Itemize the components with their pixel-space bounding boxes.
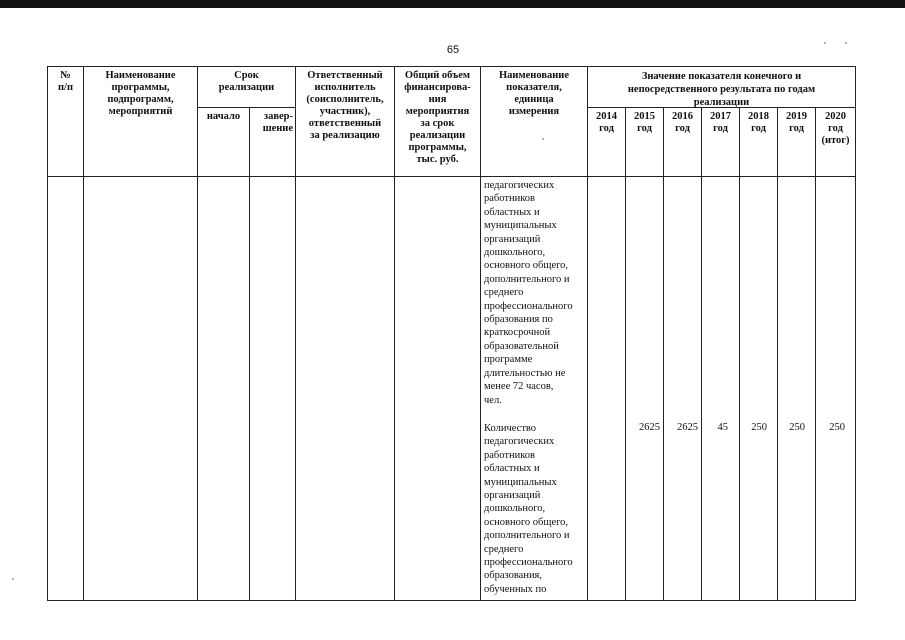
col-border-right: [855, 66, 856, 601]
col-border-2018: [777, 107, 778, 601]
row-2-value-2020: 250: [829, 422, 845, 433]
table-bottom-border: [47, 600, 855, 601]
row-2-value-2019: 250: [789, 422, 805, 433]
header-col-funding: Общий объем финансирова- ния мероприятия за срок реализации программы, тыс. руб.: [404, 70, 471, 165]
col-border-funding: [480, 66, 481, 601]
col-border-left: [47, 66, 48, 601]
table-top-border: [47, 66, 855, 67]
table-row-2-indicator: Количество педагогических работников областных и муниципальных организаций дошкольного, основного общего, дополнительного и среднего профессионального образования, обученных по: [484, 423, 573, 595]
header-year-2017: 2017 год: [710, 111, 731, 134]
header-bottom-border: [47, 176, 855, 177]
header-col-term-start: начало: [206, 111, 241, 122]
header-col-executor: Ответственный исполнитель (соисполнитель, участник), ответственный за реализацию: [306, 70, 384, 141]
col-border-term-start: [249, 107, 250, 601]
row-2-value-2017: 45: [717, 422, 728, 433]
header-col-indicator: Наименование показателя, единица измерения: [499, 70, 569, 117]
col-border-2017: [739, 107, 740, 601]
table-row-1-indicator: педагогических работников областных и муниципальных организаций дошкольного, основного общего, дополнительного и среднего профессионального образования по краткосрочной образовательной программе длительностью не менее 72 часов, чел.: [484, 180, 573, 406]
header-year-2018: 2018 год: [748, 111, 769, 134]
header-year-2020: 2020 год (итог): [821, 111, 850, 146]
scan-speck: [542, 138, 544, 140]
term-subheader-line: [197, 107, 295, 108]
col-border-2015: [663, 107, 664, 601]
row-2-value-2016: 2625: [677, 422, 698, 433]
header-year-2019: 2019 год: [786, 111, 807, 134]
header-col-name: Наименование программы, подпрограмм, мероприятий: [105, 70, 176, 117]
col-border-no: [83, 66, 84, 601]
header-col-no: № п/п: [57, 70, 74, 93]
scan-speck: [12, 578, 14, 580]
col-border-2014: [625, 107, 626, 601]
row-2-value-2015: 2625: [639, 422, 660, 433]
header-col-term: Срок реализации: [218, 70, 275, 93]
scan-speck: [824, 42, 826, 44]
header-col-term-end: завер- шение: [262, 111, 293, 134]
header-col-values: Значение показателя конечного и непосредственного результата по годам реализации: [627, 71, 816, 108]
col-border-2019: [815, 107, 816, 601]
scan-speck: [845, 42, 847, 44]
col-border-indicator: [587, 66, 588, 601]
header-year-2016: 2016 год: [672, 111, 693, 134]
col-border-2016: [701, 107, 702, 601]
col-border-name: [197, 66, 198, 601]
row-2-value-2018: 250: [751, 422, 767, 433]
header-year-2014: 2014 год: [596, 111, 617, 134]
col-border-term: [295, 66, 296, 601]
page-number: 65: [446, 44, 460, 56]
header-year-2015: 2015 год: [634, 111, 655, 134]
